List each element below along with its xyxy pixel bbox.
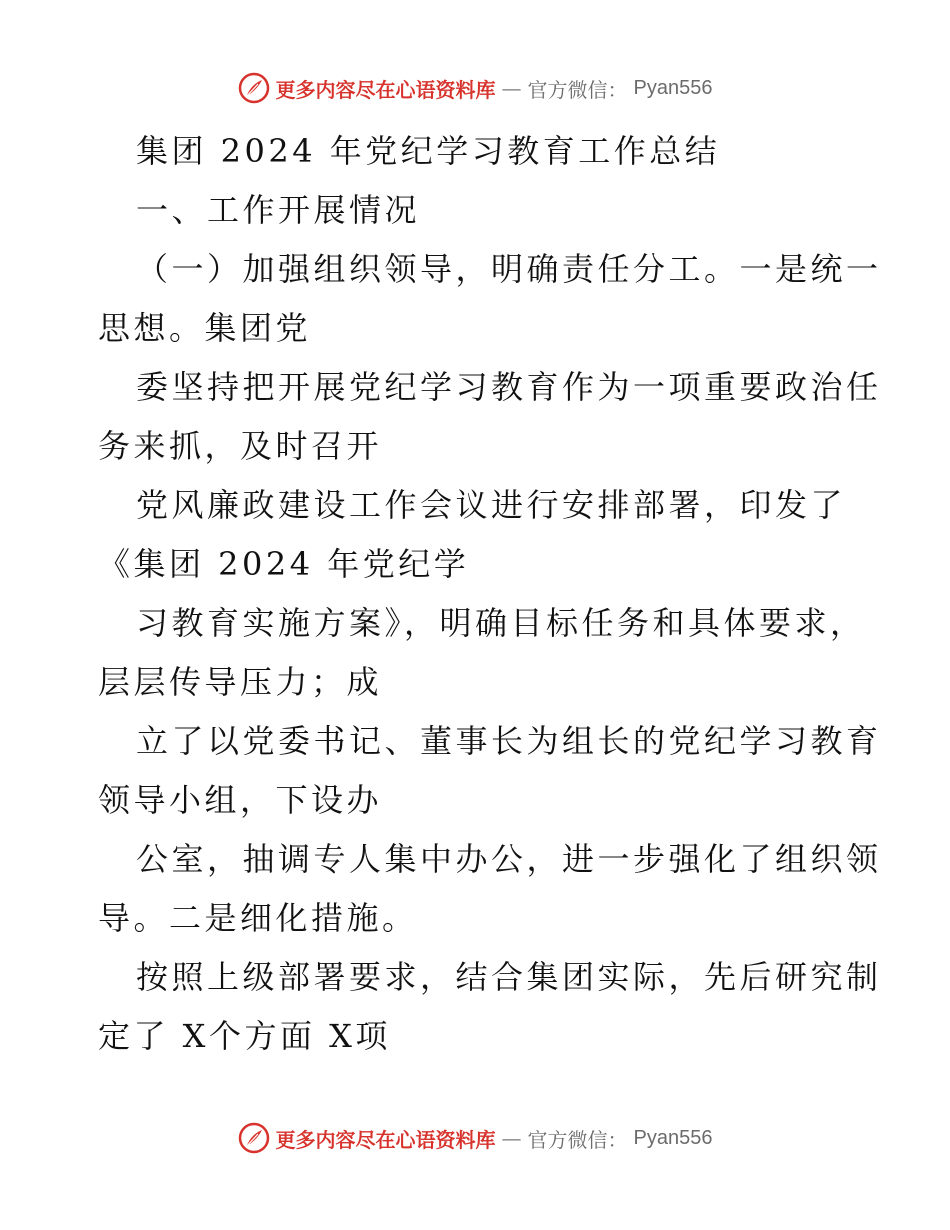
watermark-wechat-label: 官方微信： [527, 1127, 628, 1152]
paragraph-line: 委坚持把开展党纪学习教育作为一项重要政治任 [136, 368, 882, 406]
watermark-footer [0, 1122, 950, 1154]
paragraph-line: 公室，抽调专人集中办公，进一步强化了组织领 [136, 840, 882, 878]
section-heading: 一、工作开展情况 [136, 191, 421, 229]
paragraph-line: （一）加强组织领导，明确责任分工。一是统一 [136, 250, 882, 288]
document-body [98, 122, 882, 1066]
watermark-title: 更多内容尽在心语资料库 [275, 1127, 496, 1152]
watermark-wechat-id: Pyan556 [633, 1126, 713, 1149]
watermark-dash: — [501, 76, 522, 100]
feather-seal-icon [238, 72, 270, 104]
watermark-title: 更多内容尽在心语资料库 [275, 77, 496, 102]
paragraph-line: 定了 X个方面 X项 [98, 1017, 391, 1055]
paragraph-line: 习教育实施方案》，明确目标任务和具体要求， [136, 604, 866, 642]
watermark-wechat-label: 官方微信： [527, 77, 628, 102]
paragraph-line: 务来抓，及时召开 [98, 427, 383, 465]
watermark-header [0, 72, 950, 104]
watermark-dash: — [501, 1126, 522, 1150]
watermark-wechat-id: Pyan556 [633, 76, 713, 99]
paragraph-line: 立了以党委书记、董事长为组长的党纪学习教育 [136, 722, 882, 760]
paragraph-line: 按照上级部署要求，结合集团实际，先后研究制 [136, 958, 882, 996]
paragraph-line: 党风廉政建设工作会议进行安排部署，印发了 [136, 486, 847, 524]
paragraph-line: 领导小组，下设办 [98, 781, 383, 819]
feather-seal-icon [238, 1122, 270, 1154]
paragraph-line: 层层传导压力；成 [98, 663, 383, 701]
paragraph-line: 导。二是细化措施。 [98, 899, 418, 937]
document-title: 集团 2024 年党纪学习教育工作总结 [136, 132, 721, 170]
paragraph-line: 思想。集团党 [98, 309, 312, 347]
paragraph-line: 《集团 2024 年党纪学 [98, 545, 470, 583]
